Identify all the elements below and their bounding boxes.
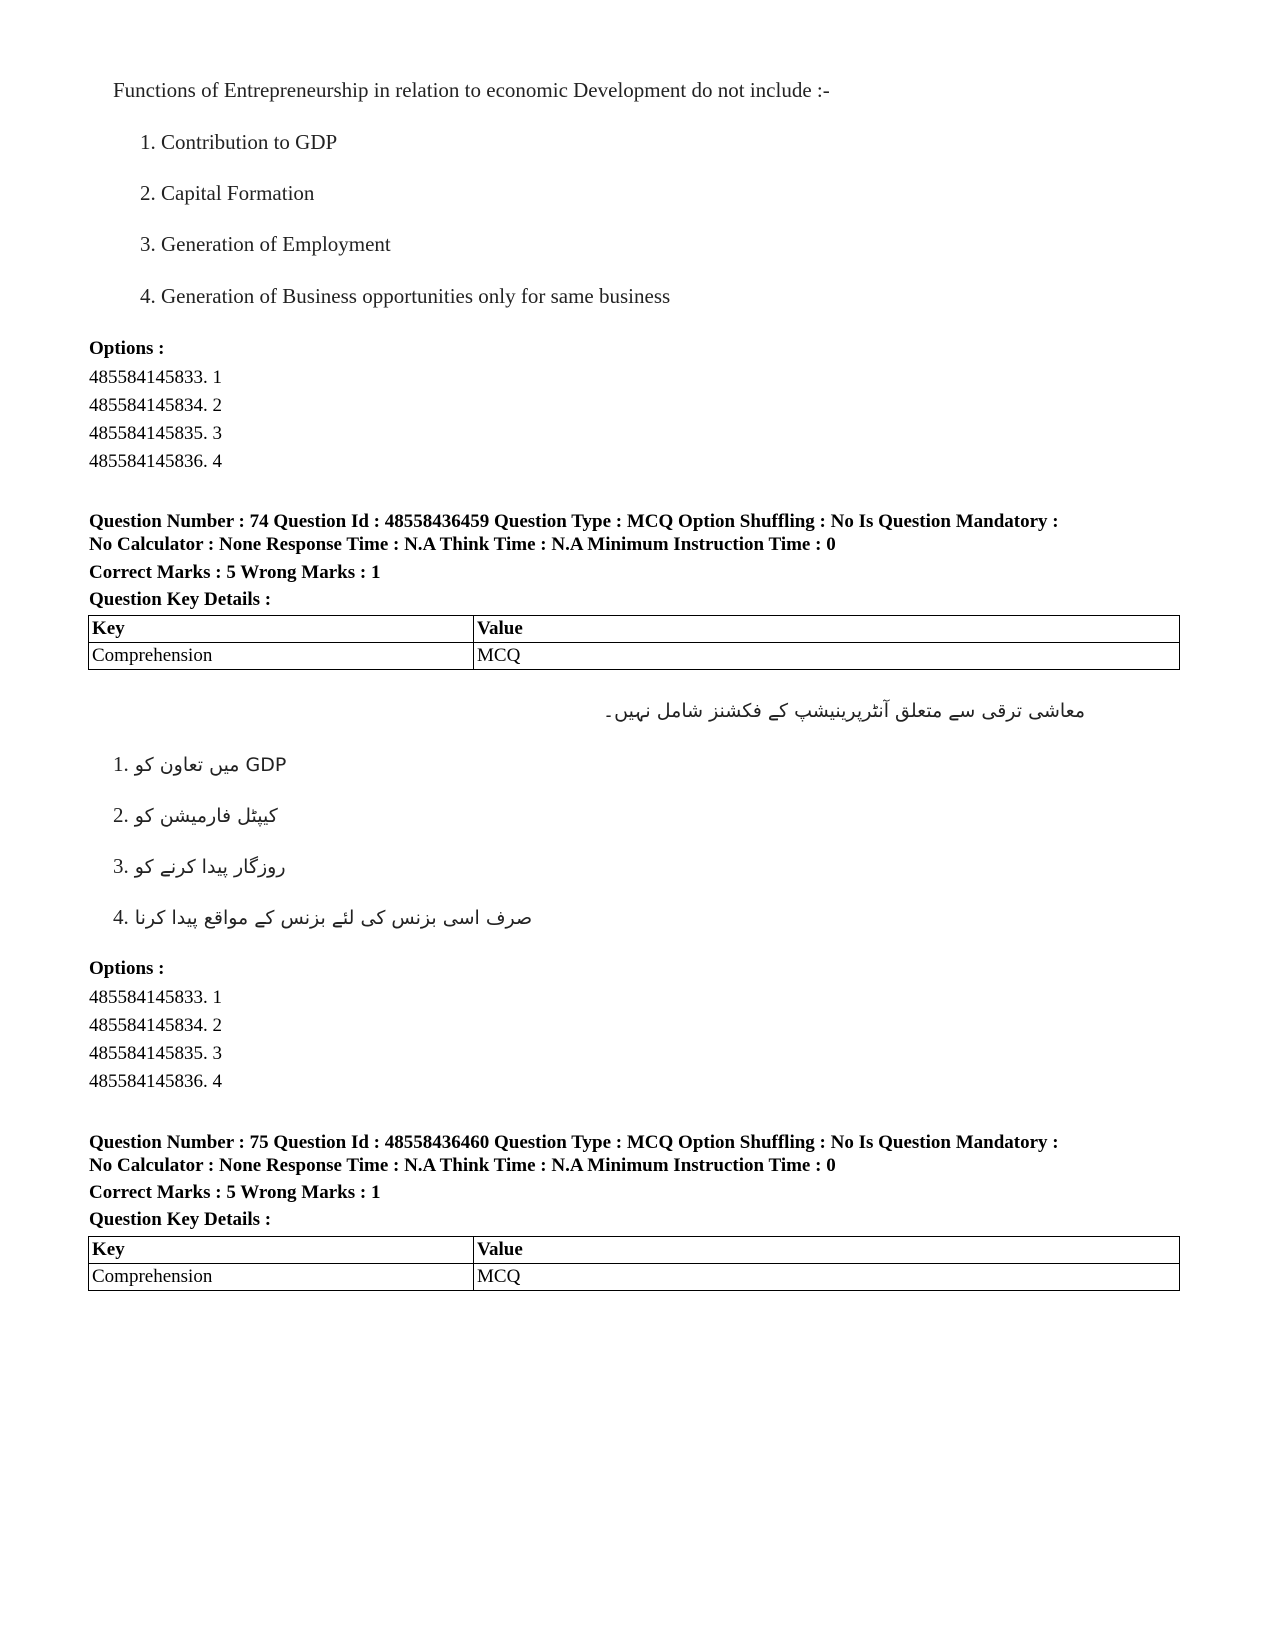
option-item: 485584145836. 4 bbox=[89, 1071, 222, 1092]
table-row bbox=[89, 1264, 1180, 1291]
list-number: 2. bbox=[113, 803, 129, 827]
urdu-item-text: کیپٹل فارمیشن کو bbox=[134, 805, 278, 827]
meta-line: Question Number : 74 Question Id : 48558436459 Question Type : MCQ Option Shuffling : No Is Question Mandatory : bbox=[89, 511, 1059, 532]
meta-line: No Calculator : None Response Time : N.A Think Time : N.A Minimum Instruction Time : 0 bbox=[89, 1155, 836, 1176]
urdu-list-item bbox=[113, 803, 278, 828]
list-item: 3. Generation of Employment bbox=[140, 232, 391, 256]
table-cell: Comprehension bbox=[89, 643, 474, 670]
urdu-list-item bbox=[113, 854, 286, 879]
urdu-list-item bbox=[113, 752, 286, 777]
table-header-cell: Key bbox=[89, 616, 474, 643]
table-cell: Comprehension bbox=[89, 1264, 474, 1291]
option-item: 485584145834. 2 bbox=[89, 395, 222, 416]
table-header-cell: Value bbox=[474, 1237, 1180, 1264]
urdu-item-text: روزگار پیدا کرنے کو bbox=[134, 856, 286, 878]
question-stem: Functions of Entrepreneurship in relation to economic Development do not include :- bbox=[113, 78, 830, 102]
option-item: 485584145835. 3 bbox=[89, 1043, 222, 1064]
option-item: 485584145836. 4 bbox=[89, 451, 222, 472]
option-item: 485584145833. 1 bbox=[89, 367, 222, 388]
options-label: Options : bbox=[89, 958, 165, 979]
option-item: 485584145835. 3 bbox=[89, 423, 222, 444]
list-item: 1. Contribution to GDP bbox=[140, 130, 338, 154]
list-number: 3. bbox=[113, 854, 129, 878]
table-cell: MCQ bbox=[474, 1264, 1180, 1291]
list-item: 2. Capital Formation bbox=[140, 181, 315, 205]
urdu-question-stem: معاشی ترقی سے متعلق آنٹرپرینیشپ کے فکشنز شامل نہیں۔ bbox=[602, 700, 1085, 722]
table-header-cell: Value bbox=[474, 616, 1180, 643]
table-header-row bbox=[89, 1237, 1180, 1264]
option-item: 485584145834. 2 bbox=[89, 1015, 222, 1036]
table-row bbox=[89, 643, 1180, 670]
list-number: 4. bbox=[113, 905, 129, 929]
option-item: 485584145833. 1 bbox=[89, 987, 222, 1008]
key-details-table bbox=[88, 1236, 1180, 1291]
question-meta bbox=[89, 510, 1059, 556]
table-header-cell: Key bbox=[89, 1237, 474, 1264]
question-meta bbox=[89, 1131, 1059, 1177]
key-details-label: Question Key Details : bbox=[89, 589, 272, 610]
urdu-item-text: میں تعاون کو bbox=[134, 754, 240, 776]
urdu-list-item bbox=[113, 905, 532, 930]
urdu-item-latin: GDP bbox=[245, 754, 287, 776]
table-header-row bbox=[89, 616, 1180, 643]
marks-line: Correct Marks : 5 Wrong Marks : 1 bbox=[89, 562, 381, 583]
options-list bbox=[89, 364, 222, 476]
options-list bbox=[89, 984, 222, 1096]
urdu-item-text: صرف اسی بزنس کی لئے بزنس کے مواقع پیدا کرنا bbox=[134, 907, 533, 929]
key-details-label: Question Key Details : bbox=[89, 1209, 272, 1230]
key-details-table bbox=[88, 615, 1180, 670]
marks-line: Correct Marks : 5 Wrong Marks : 1 bbox=[89, 1182, 381, 1203]
list-number: 1. bbox=[113, 752, 129, 776]
options-label: Options : bbox=[89, 338, 165, 359]
meta-line: No Calculator : None Response Time : N.A Think Time : N.A Minimum Instruction Time : 0 bbox=[89, 534, 836, 555]
meta-line: Question Number : 75 Question Id : 48558436460 Question Type : MCQ Option Shuffling : No Is Question Mandatory : bbox=[89, 1132, 1059, 1153]
list-item: 4. Generation of Business opportunities only for same business bbox=[140, 284, 671, 308]
table-cell: MCQ bbox=[474, 643, 1180, 670]
